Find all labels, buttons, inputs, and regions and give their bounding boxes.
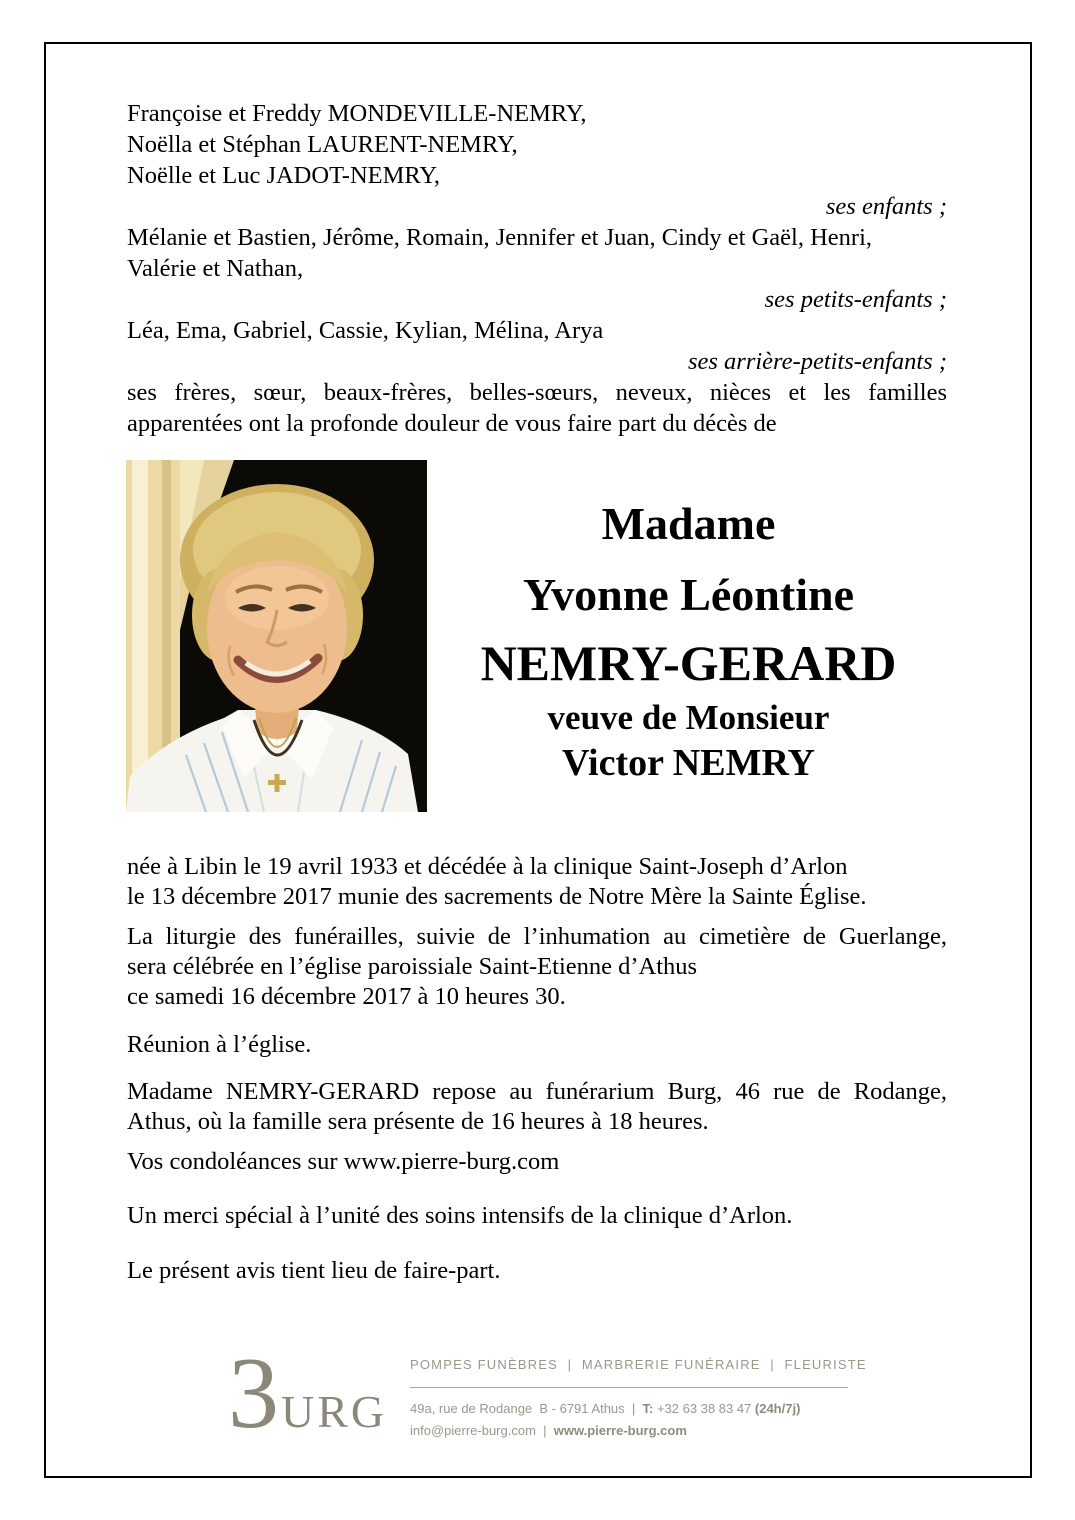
funeral-paragraph: [127, 922, 947, 1012]
phone-label: T:: [642, 1401, 654, 1416]
notice-paragraph: [127, 1256, 947, 1286]
notice-line: Le présent avis tient lieu de faire-part.: [127, 1257, 501, 1284]
address-line: [410, 1398, 848, 1420]
great-grandchildren-label: ses arrière-petits-enfants ;: [687, 348, 947, 375]
hours-badge: (24h/7j): [754, 1401, 801, 1416]
birth-death-line: née à Libin le 19 avril 1933 et décédée à la clinique Saint-Joseph d’Arlon: [127, 853, 848, 880]
meeting-line: Réunion à l’église.: [127, 1031, 312, 1058]
great-grandchildren-line: Léa, Ema, Gabriel, Cassie, Kylian, Mélina, Arya: [127, 317, 604, 344]
family-sentence-line: ses frères, sœur, beaux-frères, belles-sœurs, neveux, nièces et les familles: [127, 379, 947, 406]
funeral-line: La liturgie des funérailles, suivie de l’inhumation au cimetière de Guerlange,: [127, 923, 947, 950]
repose-line: Madame NEMRY-GERARD repose au funérarium Burg, 46 rue de Rodange,: [127, 1078, 947, 1105]
funeral-line: sera célébrée en l’église paroissiale Saint-Etienne d’Athus: [127, 953, 698, 980]
email-text: info@pierre-burg.com |: [410, 1423, 554, 1438]
burg-logo: [228, 1337, 388, 1450]
grandchildren-label: ses petits-enfants ;: [764, 286, 947, 313]
funeral-line: ce samedi 16 décembre 2017 à 10 heures 30.: [127, 983, 566, 1010]
burg-logo-urg: URG: [281, 1386, 388, 1437]
condolences-line: Vos condoléances sur www.pierre-burg.com: [127, 1148, 560, 1175]
grandchildren-line: Mélanie et Bastien, Jérôme, Romain, Jennifer et Juan, Cindy et Gaël, Henri,: [127, 224, 873, 251]
spouse-name: Victor NEMRY: [562, 742, 815, 784]
burg-logo-b-glyph: 3: [228, 1337, 279, 1450]
face: [207, 532, 347, 713]
phone-number: +32 63 38 83 47: [653, 1401, 755, 1416]
children-label: ses enfants ;: [825, 193, 947, 220]
widow-of-label: veuve de Monsieur: [547, 698, 830, 737]
address-text: 49a, rue de Rodange B - 6791 Athus |: [410, 1401, 643, 1416]
website-text: www.pierre-burg.com: [553, 1423, 687, 1438]
portrait-photo: [126, 460, 427, 812]
family-sentence-line: apparentées ont la profonde douleur de vous faire part du décès de: [127, 410, 777, 437]
family-intro-block: [127, 98, 947, 439]
services-line: POMPES FUNÈBRES | MARBRERIE FUNÉRAIRE | FLEURISTE: [410, 1357, 867, 1372]
grandchildren-line: Valérie et Nathan,: [127, 255, 304, 282]
birth-death-line: le 13 décembre 2017 munie des sacrements de Notre Mère la Sainte Église.: [127, 883, 867, 910]
thanks-paragraph: [127, 1201, 947, 1231]
condolences-paragraph: [127, 1147, 947, 1177]
deceased-family-name: NEMRY-GERARD: [480, 635, 897, 691]
thanks-line: Un merci spécial à l’unité des soins intensifs de la clinique d’Arlon.: [127, 1202, 793, 1229]
child-line: Noëlla et Stéphan LAURENT-NEMRY,: [127, 131, 518, 158]
birth-death-paragraph: [127, 852, 947, 912]
funeral-home-info: [410, 1356, 867, 1442]
deceased-title: Madame: [601, 498, 776, 549]
repose-paragraph: [127, 1077, 947, 1137]
footer-divider: [410, 1387, 848, 1388]
child-line: Noëlle et Luc JADOT-NEMRY,: [127, 162, 441, 189]
deceased-given-names: Yvonne Léontine: [523, 569, 854, 620]
meeting-paragraph: [127, 1030, 947, 1060]
repose-line: Athus, où la famille sera présente de 16 heures à 18 heures.: [127, 1108, 709, 1135]
child-line: Françoise et Freddy MONDEVILLE-NEMRY,: [127, 100, 587, 127]
contact-line: [410, 1420, 848, 1442]
deceased-name-block: [430, 488, 947, 786]
